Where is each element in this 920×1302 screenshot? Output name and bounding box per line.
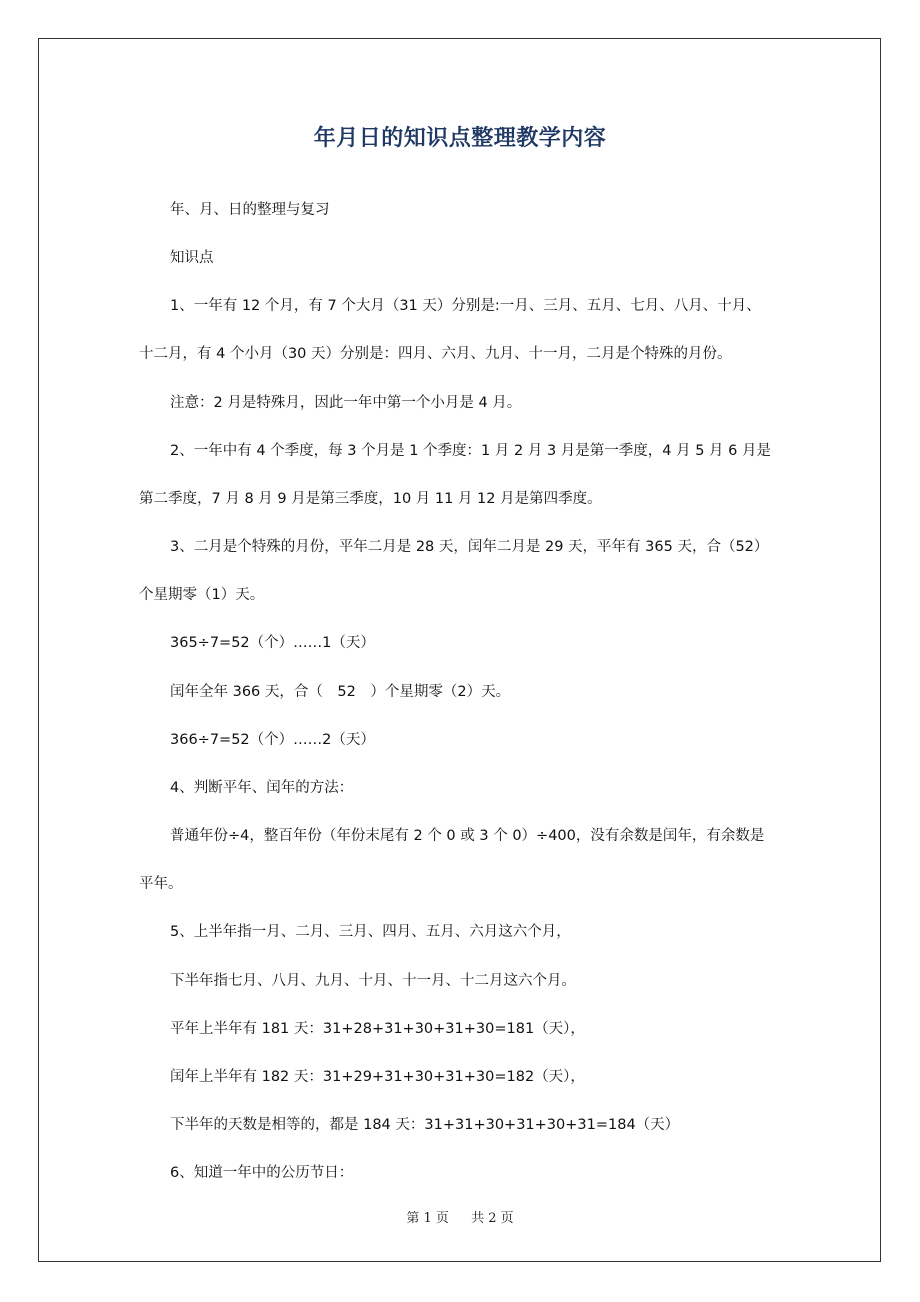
paragraph-line: 普通年份÷4，整百年份（年份末尾有 2 个 0 或 3 个 0）÷400，没有余数是闰年，有余数是 [170,828,765,844]
paragraph-line: 平年。 [139,876,183,892]
paragraph-line: 下半年指七月、八月、九月、十月、十一月、十二月这六个月。 [170,973,576,989]
paragraph-line: 365÷7=52（个）……1（天） [170,635,375,651]
paragraph-line: 6、知道一年中的公历节日： [170,1165,354,1181]
paragraph-line: 2、一年中有 4 个季度，每 3 个月是 1 个季度：1 月 2 月 3 月是第一季度，4 月 5 月 6 月是 [170,443,771,459]
paragraph-line: 3、二月是个特殊的月份，平年二月是 28 天，闰年二月是 29 天，平年有 365 天，合（52） [170,539,769,555]
paragraph-line: 4、判断平年、闰年的方法： [170,780,354,796]
page-footer [0,1207,920,1226]
paragraph-line: 闰年全年 366 天，合（ 52 ）个星期零（2）天。 [170,684,511,700]
paragraph-line: 平年上半年有 181 天：31+28+31+30+31+30=181（天）， [170,1021,585,1037]
paragraph-line: 5、上半年指一月、二月、三月、四月、五月、六月这六个月， [170,924,571,940]
subheading-knowledge: 知识点 [170,250,214,266]
section-heading: 年、月、日的整理与复习 [170,202,330,218]
paragraph-line: 闰年上半年有 182 天：31+29+31+30+31+30=182（天）， [170,1069,585,1085]
paragraph-line: 十二月，有 4 个小月（30 天）分别是：四月、六月、九月、十一月，二月是个特殊的月份。 [139,346,732,362]
paragraph-line: 1、一年有 12 个月，有 7 个大月（31 天）分别是:一月、三月、五月、七月、八月、十月、 [170,298,761,314]
paragraph-line: 个星期零（1）天。 [139,587,265,603]
paragraph-line: 注意：2 月是特殊月，因此一年中第一个小月是 4 月。 [170,395,522,411]
total-pages: 共 2 页 [471,1211,514,1226]
paragraph-line: 366÷7=52（个）……2（天） [170,732,375,748]
paragraph-line: 第二季度，7 月 8 月 9 月是第三季度，10 月 11 月 12 月是第四季度。 [139,491,602,507]
paragraph-line: 下半年的天数是相等的，都是 184 天：31+31+30+31+30+31=184（天） [170,1117,680,1133]
document-title: 年月日的知识点整理教学内容 [313,126,607,151]
page-number: 第 1 页 [406,1211,449,1226]
